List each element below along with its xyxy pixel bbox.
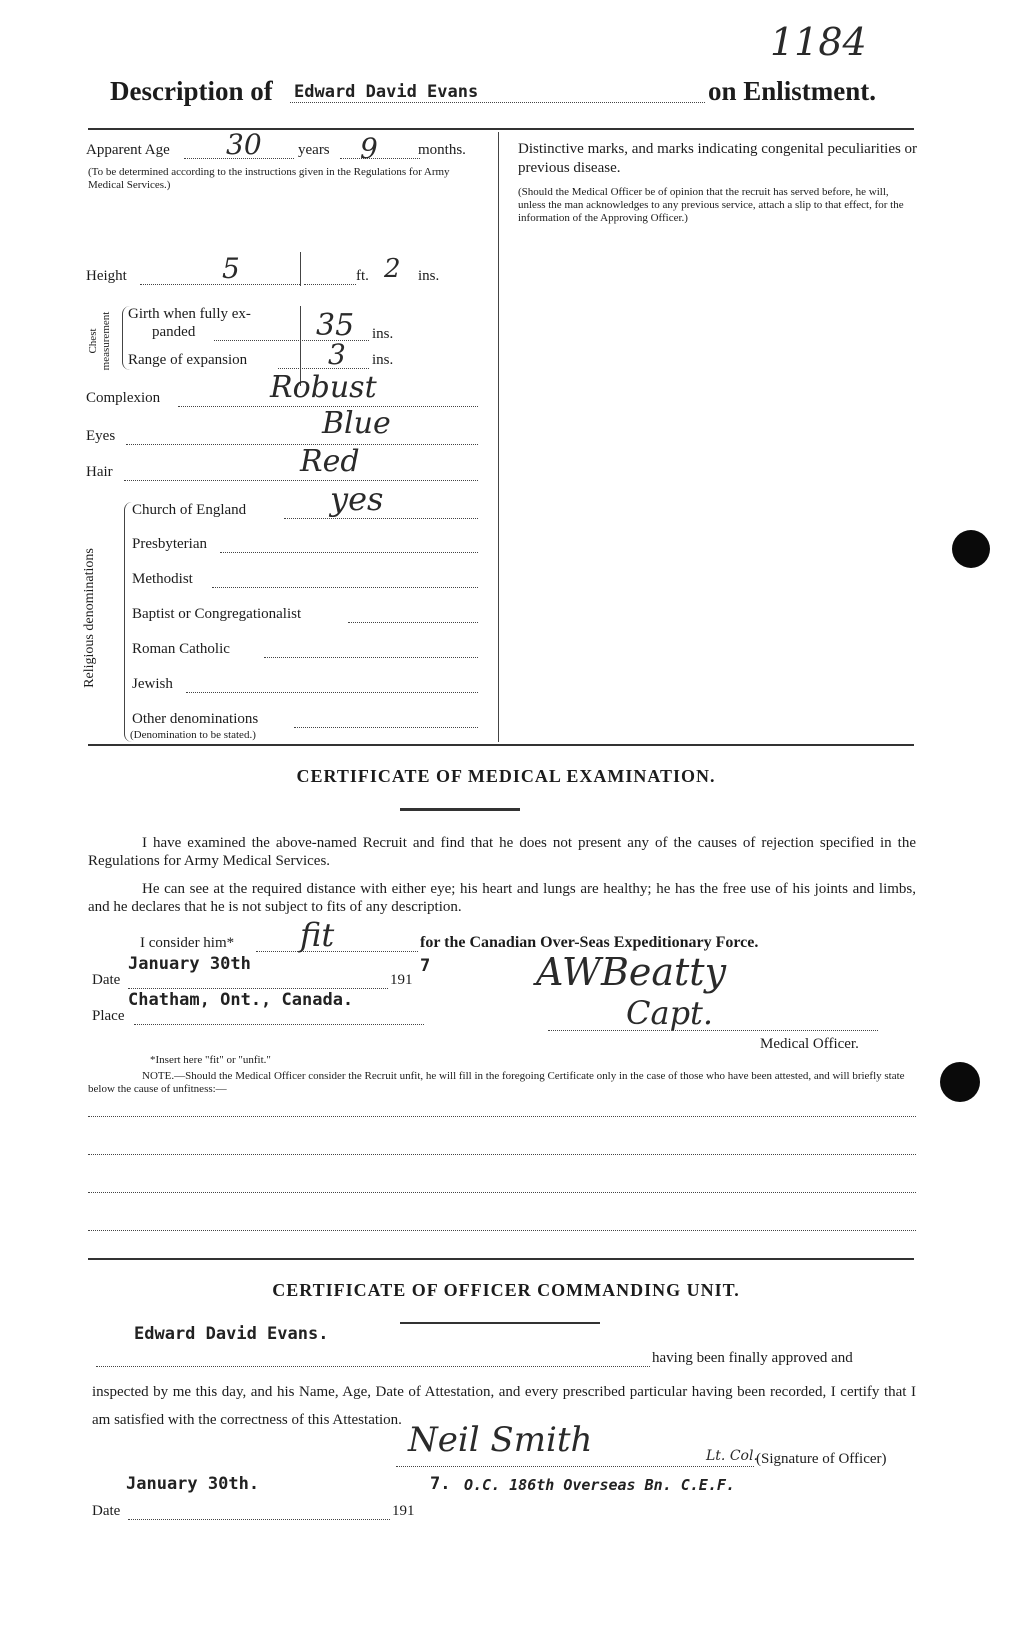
- apparent-age-label: Apparent Age: [86, 142, 170, 158]
- chest-side-label: Chest measurement: [87, 311, 112, 371]
- commanding-title-rule: [400, 1322, 600, 1324]
- commanding-title: CERTIFICATE OF OFFICER COMMANDING UNIT.: [272, 1280, 740, 1300]
- middle-divider: [88, 744, 914, 746]
- girth-ins-label: ins.: [372, 326, 394, 342]
- age-months-line: [340, 158, 420, 159]
- medical-date-label: Date: [92, 972, 121, 988]
- religion-label-3: Baptist or Congregationalist: [132, 606, 302, 622]
- medical-date-line: [128, 988, 388, 989]
- religion-line-4: [264, 657, 478, 658]
- medical-year-prefix: 191: [390, 972, 413, 988]
- religion-line-6: [294, 727, 478, 728]
- height-in-value: 2: [384, 254, 401, 284]
- unfit-line-4: [88, 1230, 916, 1231]
- height-ins-label: ins.: [418, 268, 440, 284]
- commanding-signature-line: [396, 1466, 754, 1467]
- consider-line: [256, 951, 418, 952]
- medical-officer-rank: Capt.: [626, 994, 714, 1032]
- commanding-officer-signature: Neil Smith: [408, 1420, 593, 1460]
- medical-para-2: He can see at the required distance with either eye; his heart and lungs are healthy; he has the free use of his joints and limbs, and he declares that he is not subject to fits of any description.: [88, 881, 916, 915]
- punch-hole-bottom: [940, 1062, 980, 1102]
- consider-value: fit: [300, 916, 335, 954]
- girth-label-2: panded: [152, 324, 196, 340]
- religion-line-5: [186, 692, 478, 693]
- religion-value-0: yes: [330, 480, 384, 518]
- medical-place-line: [134, 1024, 424, 1025]
- commanding-signature-label: (Signature of Officer): [756, 1451, 887, 1467]
- age-years-value: 30: [226, 128, 262, 161]
- title-prefix: Description of: [110, 76, 273, 106]
- force-label: for the Canadian Over-Seas Expeditionary Force.: [420, 934, 759, 951]
- complexion-value: Robust: [270, 370, 377, 405]
- religion-line-1: [220, 552, 478, 553]
- commanding-date-value: January 30th.: [126, 1474, 260, 1494]
- top-divider: [88, 128, 914, 130]
- insert-note: *Insert here "fit" or "unfit.": [150, 1054, 271, 1066]
- ft-label: ft.: [356, 268, 369, 284]
- punch-hole-top: [952, 530, 990, 568]
- medical-date-value: January 30th: [128, 954, 251, 974]
- age-months-value: 9: [360, 132, 378, 165]
- commanding-approved-label: having been finally approved and: [652, 1350, 853, 1366]
- title-name-line: [290, 102, 705, 103]
- range-label: Range of expansion: [128, 352, 248, 368]
- document-number: 1184: [770, 20, 867, 64]
- girth-label-1: Girth when fully ex-: [128, 306, 251, 322]
- complexion-label: Complexion: [86, 390, 161, 406]
- commanding-officer-rank: Lt. Col.: [706, 1448, 758, 1464]
- medical-officer-signature: AWBeatty: [536, 950, 727, 994]
- commanding-unit: O.C. 186th Overseas Bn. C.E.F.: [464, 1476, 735, 1494]
- eyes-label: Eyes: [86, 428, 116, 444]
- religion-label-4: Roman Catholic: [132, 641, 230, 657]
- range-ins-label: ins.: [372, 352, 394, 368]
- commanding-para: inspected by me this day, and his Name, Age, Date of Attestation, and every prescribed particular having been recorded, I certify that I am satisfied with the correctness of this Attestation.: [92, 1384, 916, 1428]
- religion-label-0: Church of England: [132, 502, 247, 518]
- religion-line-2: [212, 587, 478, 588]
- height-in-line: [304, 284, 356, 285]
- medical-title: CERTIFICATE OF MEDICAL EXAMINATION.: [296, 766, 716, 786]
- height-separator: [300, 252, 301, 286]
- religion-line-0: [284, 518, 478, 519]
- medical-unfit-note: NOTE.—Should the Medical Officer consider the Recruit unfit, he will fill in the foregoing Certificate only in the case of those who have been attested, and will briefly state below the cause of unfitness:—: [88, 1070, 905, 1095]
- column-divider: [498, 132, 499, 742]
- medical-title-rule: [400, 808, 520, 811]
- hair-line: [124, 480, 478, 481]
- unfit-line-1: [88, 1116, 916, 1117]
- denomination-note: (Denomination to be stated.): [130, 729, 256, 741]
- lower-divider: [88, 1258, 914, 1260]
- title-suffix: on Enlistment.: [708, 76, 877, 106]
- religion-label-5: Jewish: [132, 676, 173, 692]
- range-value: 3: [328, 338, 346, 371]
- commanding-date-label: Date: [92, 1503, 121, 1519]
- consider-label: I consider him*: [140, 935, 235, 951]
- religion-label-2: Methodist: [132, 571, 193, 587]
- age-note: (To be determined according to the instructions given in the Regulations for Army Medical Services.): [88, 166, 450, 191]
- unfit-line-3: [88, 1192, 916, 1193]
- medical-officer-label: Medical Officer.: [760, 1036, 859, 1052]
- height-ft-value: 5: [222, 252, 240, 285]
- recruit-name: Edward David Evans: [294, 82, 479, 102]
- commanding-year-value: 7.: [430, 1474, 451, 1494]
- medical-place-label: Place: [92, 1008, 125, 1024]
- religion-label-6: Other denominations: [132, 711, 259, 727]
- medical-year-value: 7: [420, 956, 431, 976]
- commanding-date-line: [128, 1519, 390, 1520]
- height-ft-line: [140, 284, 300, 285]
- religion-line-3: [348, 622, 478, 623]
- hair-value: Red: [300, 444, 360, 479]
- months-label: months.: [418, 142, 466, 158]
- range-line: [278, 368, 369, 369]
- unfit-line-2: [88, 1154, 916, 1155]
- medical-para-1: I have examined the above-named Recruit and find that he does not present any of the causes of rejection specified in the Regulations for Army Medical Services.: [88, 835, 916, 869]
- commanding-recruit-name: Edward David Evans.: [134, 1324, 329, 1344]
- commanding-name-line: [96, 1366, 650, 1367]
- distinctive-marks-note: (Should the Medical Officer be of opinion that the recruit has served before, he will, unless the man acknowledges to any previous service, attach a slip to that effect, for the information of the Approving Officer.): [518, 186, 904, 224]
- religion-label-1: Presbyterian: [132, 536, 207, 552]
- eyes-value: Blue: [322, 406, 391, 441]
- hair-label: Hair: [86, 464, 113, 480]
- height-label: Height: [86, 268, 127, 284]
- distinctive-marks-label: Distinctive marks, and marks indicating congenital peculiarities or previous disease.: [518, 141, 918, 176]
- years-label: years: [298, 142, 330, 158]
- religion-side-label: Religious denominations: [82, 548, 97, 688]
- girth-value: 35: [316, 308, 355, 343]
- medical-officer-line: [548, 1030, 878, 1031]
- commanding-year-prefix: 191: [392, 1503, 415, 1519]
- medical-place-value: Chatham, Ont., Canada.: [128, 990, 354, 1010]
